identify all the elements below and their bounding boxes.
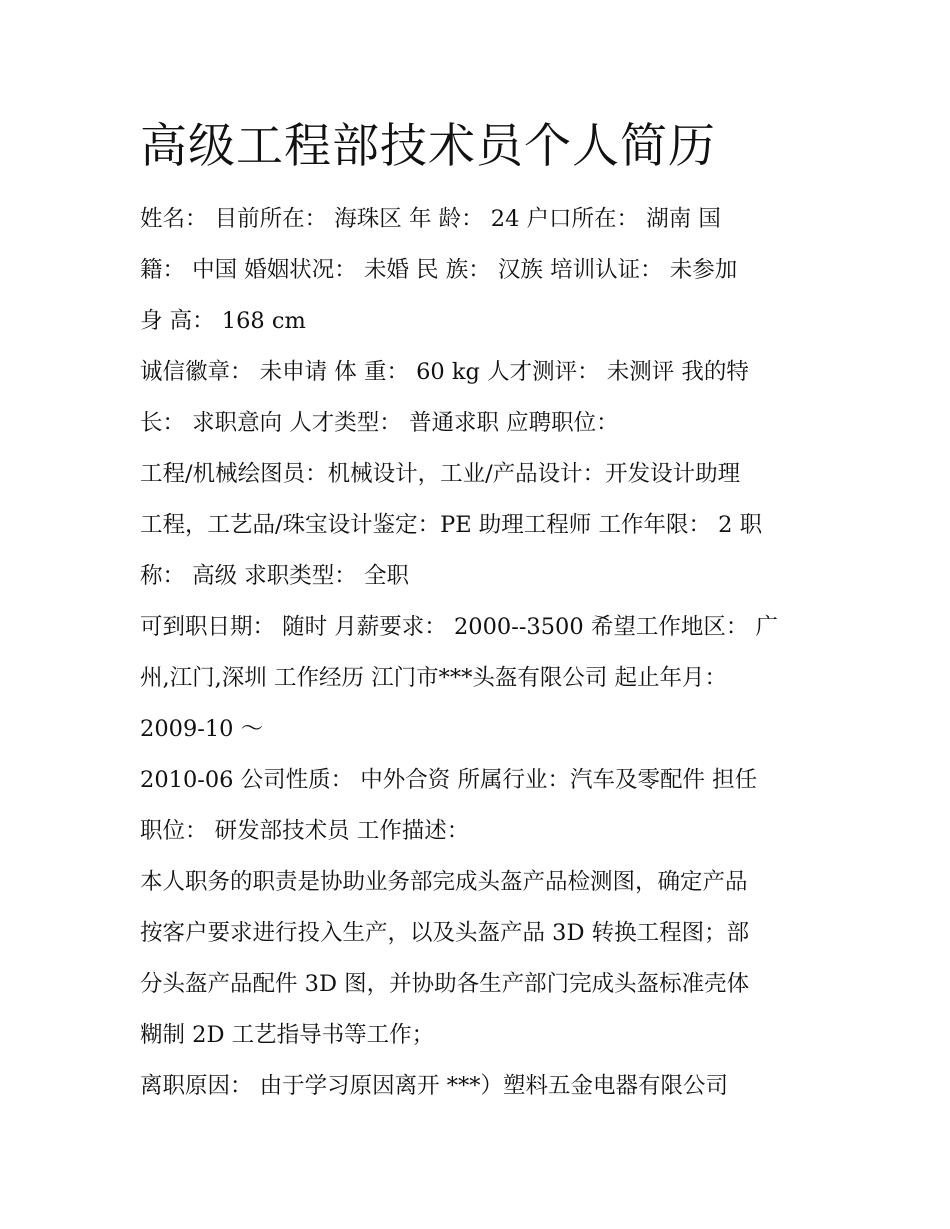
text-line: 工程，工艺品/珠宝设计鉴定：PE 助理工程师 工作年限： 2 职 (140, 512, 763, 538)
text-line: 糊制 2D 工艺指导书等工作； (140, 1022, 435, 1048)
text-line: 工程/机械绘图员：机械设计，工业/产品设计：开发设计助理 (140, 461, 741, 487)
text-line: 职位： 研发部技术员 工作描述： (140, 818, 470, 844)
text-line: 州,江门,深圳 工作经历 江门市***头盔有限公司 起止年月： (140, 665, 728, 691)
text-line: 分头盔产品配件 3D 图，并协助各生产部门完成头盔标准壳体 (140, 971, 750, 997)
text-line: 籍： 中国 婚姻状况： 未婚 民 族： 汉族 培训认证： 未参加 (140, 257, 738, 283)
page-title: 高级工程部技术员个人简历 (140, 119, 716, 174)
text-line: 长： 求职意向 人才类型： 普通求职 应聘职位： (140, 410, 619, 436)
text-line: 按客户要求进行投入生产，以及头盔产品 3D 转换工程图；部 (140, 920, 750, 946)
resume-body (140, 194, 820, 1112)
text-line: 诚信徽章： 未申请 体 重： 60 kg 人才测评： 未测评 我的特 (140, 359, 749, 385)
text-line: 离职原因： 由于学习原因离开 ***）塑料五金电器有限公司 (140, 1073, 729, 1099)
text-line: 2010-06 公司性质： 中外合资 所属行业：汽车及零配件 担任 (140, 767, 758, 793)
text-line: 身 高： 168 cm (140, 308, 306, 334)
text-line: 本人职务的职责是协助业务部完成头盔产品检测图，确定产品 (140, 869, 748, 895)
text-line: 可到职日期： 随时 月薪要求： 2000--3500 希望工作地区： 广 (140, 614, 778, 640)
text-line: 姓名： 目前所在： 海珠区 年 龄： 24 户口所在： 湖南 国 (140, 206, 721, 232)
document-page (140, 112, 820, 1112)
text-line: 称： 高级 求职类型： 全职 (140, 563, 409, 589)
text-line: 2009-10 ～ (140, 716, 264, 742)
